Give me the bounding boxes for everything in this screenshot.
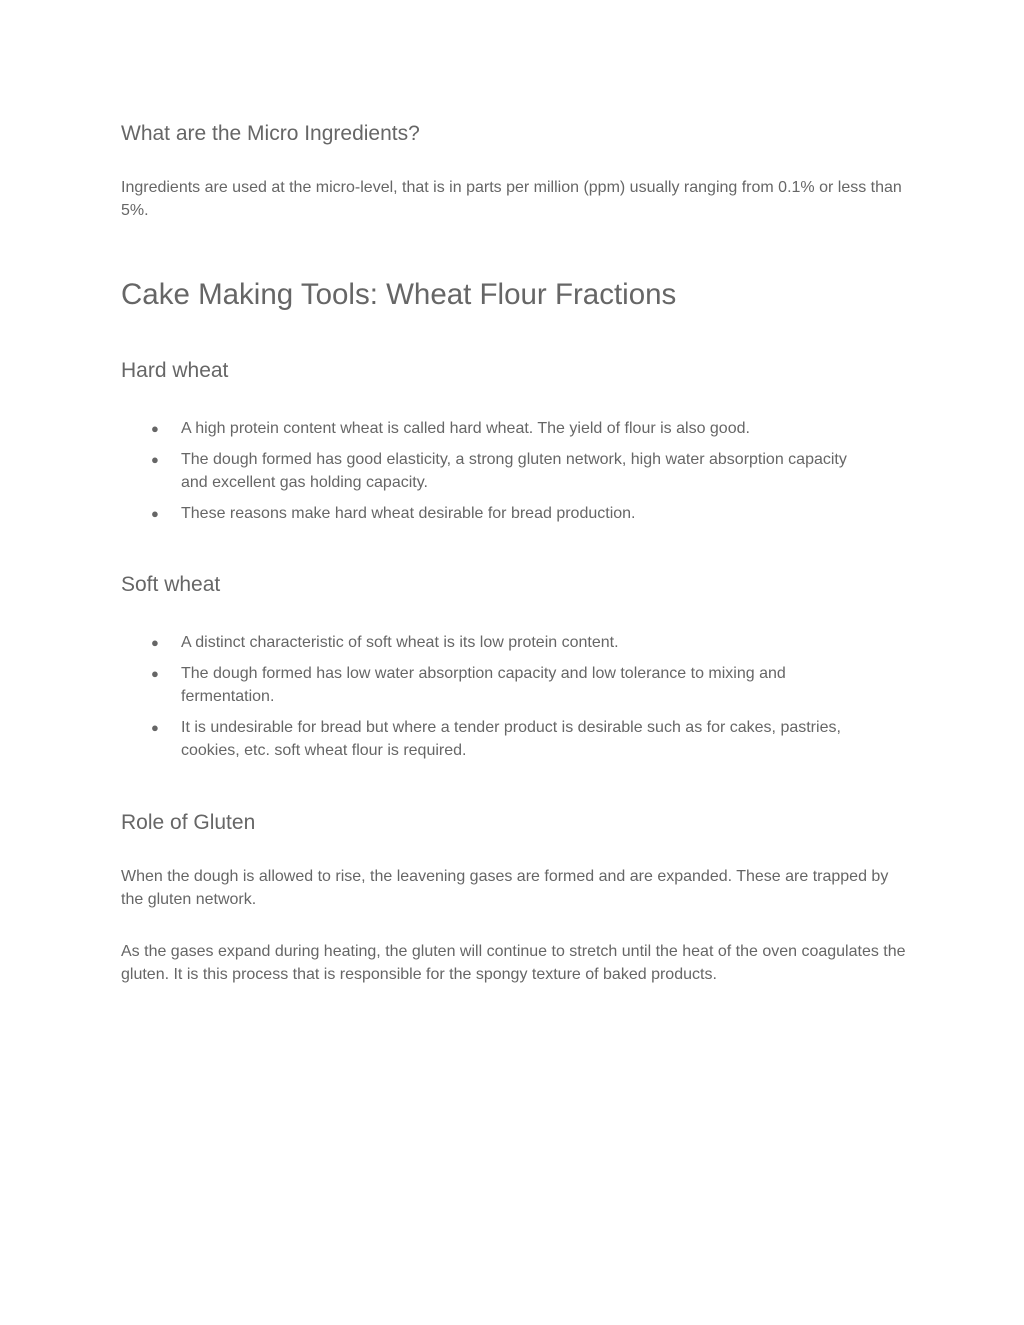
- hard-wheat-heading: Hard wheat: [121, 359, 229, 382]
- micro-ingredients-heading: What are the Micro Ingredients?: [121, 122, 420, 145]
- list-item-text: The dough formed has good elasticity, a strong gluten network, high water absorption capacity and excellent gas holding capacity.: [181, 451, 847, 491]
- hard-wheat-list: [121, 417, 911, 533]
- bullet-icon: ●: [151, 720, 159, 735]
- list-item: [121, 502, 851, 525]
- list-item-text: These reasons make hard wheat desirable for bread production.: [181, 505, 636, 522]
- list-item: [121, 716, 851, 762]
- list-item-text: A distinct characteristic of soft wheat is its low protein content.: [181, 634, 619, 651]
- bullet-icon: ●: [151, 635, 159, 650]
- bullet-icon: ●: [151, 452, 159, 467]
- gluten-heading: Role of Gluten: [121, 811, 256, 834]
- bullet-icon: ●: [151, 421, 159, 436]
- list-item-text: The dough formed has low water absorption capacity and low tolerance to mixing and fermentation.: [181, 665, 786, 705]
- bullet-icon: ●: [151, 666, 159, 681]
- list-item: [121, 448, 851, 494]
- gluten-paragraph-1: When the dough is allowed to rise, the leavening gases are formed and are expanded. These are trapped by the gluten network.: [121, 868, 889, 908]
- micro-ingredients-paragraph: Ingredients are used at the micro-level, that is in parts per million (ppm) usually ranging from 0.1% or less than 5%.: [121, 179, 902, 219]
- main-section-heading: Cake Making Tools: Wheat Flour Fractions: [121, 278, 677, 311]
- bullet-icon: ●: [151, 506, 159, 521]
- list-item-text: It is undesirable for bread but where a tender product is desirable such as for cakes, pastries, cookies, etc. soft wheat flour is required.: [181, 719, 841, 759]
- list-item: [121, 662, 851, 708]
- soft-wheat-heading: Soft wheat: [121, 573, 221, 596]
- list-item: [121, 417, 851, 440]
- soft-wheat-list: [121, 631, 911, 770]
- list-item-text: A high protein content wheat is called hard wheat. The yield of flour is also good.: [181, 420, 750, 437]
- gluten-paragraph-2: As the gases expand during heating, the gluten will continue to stretch until the heat of the oven coagulates the gluten. It is this process that is responsible for the spongy texture of baked products.: [121, 943, 906, 983]
- list-item: [121, 631, 851, 654]
